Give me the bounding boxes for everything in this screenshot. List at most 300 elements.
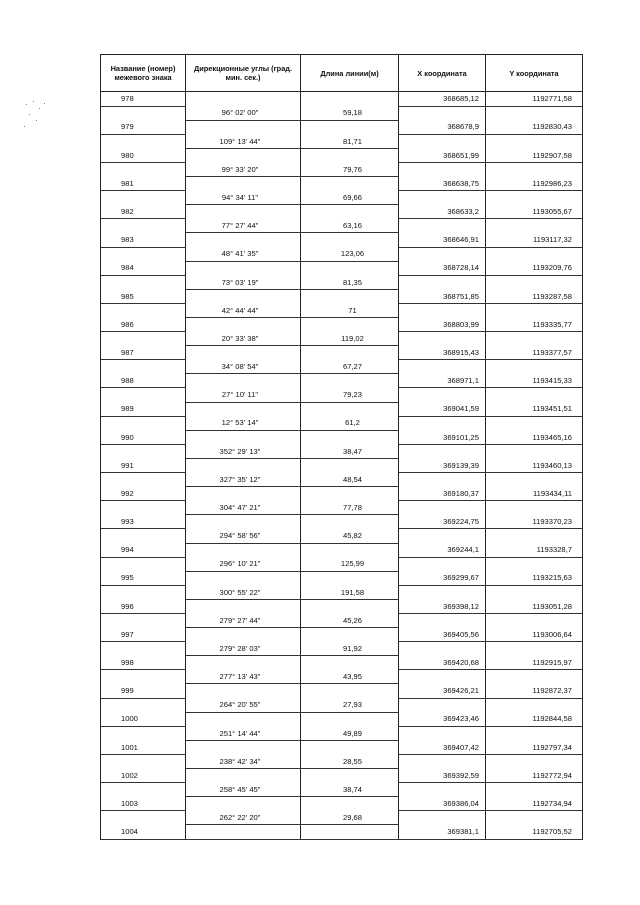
y-cell-empty — [486, 670, 583, 684]
angle-cell-empty — [186, 740, 301, 754]
x-cell-empty — [399, 191, 486, 205]
y-cell-empty — [486, 303, 583, 317]
direction-angle: 96° 02' 00" — [186, 106, 301, 120]
direction-angle: 294° 58' 56" — [186, 529, 301, 543]
x-coordinate: 368751,85 — [399, 289, 486, 303]
x-cell-empty — [399, 416, 486, 430]
table-row — [101, 670, 583, 684]
angle-cell-empty — [186, 346, 301, 360]
x-coordinate: 368685,12 — [399, 92, 486, 107]
direction-angle: 300° 55' 22" — [186, 585, 301, 599]
table-row — [101, 275, 583, 289]
table-row — [101, 698, 583, 712]
x-cell-empty — [399, 726, 486, 740]
length-cell-empty — [301, 120, 399, 134]
x-cell-empty — [399, 501, 486, 515]
x-coordinate: 369139,39 — [399, 458, 486, 472]
name-cell-empty — [101, 191, 186, 205]
x-cell-empty — [399, 670, 486, 684]
line-length: 59,18 — [301, 106, 399, 120]
name-cell-empty — [101, 698, 186, 712]
angle-cell-empty — [186, 712, 301, 726]
y-cell-empty — [486, 529, 583, 543]
y-cell-empty — [486, 247, 583, 261]
y-coordinate: 1192986,23 — [486, 177, 583, 191]
x-coordinate: 369041,59 — [399, 402, 486, 416]
y-coordinate: 1193051,28 — [486, 599, 583, 613]
angle-cell-empty — [186, 289, 301, 303]
y-coordinate: 1192771,58 — [486, 92, 583, 107]
line-length: 28,55 — [301, 754, 399, 768]
x-coordinate: 369244,1 — [399, 543, 486, 557]
x-cell-empty — [399, 275, 486, 289]
y-coordinate: 1193287,58 — [486, 289, 583, 303]
table-row — [101, 726, 583, 740]
name-cell-empty — [101, 783, 186, 797]
table-row — [101, 487, 583, 501]
table-row — [101, 162, 583, 176]
line-length: 38,74 — [301, 783, 399, 797]
table-row — [101, 754, 583, 768]
x-coordinate: 368728,14 — [399, 261, 486, 275]
table-row — [101, 134, 583, 148]
x-cell-empty — [399, 388, 486, 402]
x-coordinate: 368638,75 — [399, 177, 486, 191]
y-cell-empty — [486, 134, 583, 148]
line-length: 123,06 — [301, 247, 399, 261]
y-coordinate: 1193460,13 — [486, 458, 583, 472]
table-row — [101, 769, 583, 783]
y-cell-empty — [486, 444, 583, 458]
angle-cell-empty — [186, 487, 301, 501]
table-row — [101, 811, 583, 825]
x-cell-empty — [399, 557, 486, 571]
angle-cell-empty — [186, 261, 301, 275]
direction-angle: 34° 08' 54" — [186, 360, 301, 374]
table-row — [101, 430, 583, 444]
y-coordinate: 1192872,37 — [486, 684, 583, 698]
name-cell-empty — [101, 134, 186, 148]
x-cell-empty — [399, 811, 486, 825]
y-coordinate: 1192844,58 — [486, 712, 583, 726]
x-coordinate: 369299,67 — [399, 571, 486, 585]
x-coordinate: 369423,46 — [399, 712, 486, 726]
direction-angle: 279° 27' 44" — [186, 613, 301, 627]
x-coordinate: 369398,12 — [399, 599, 486, 613]
table-row — [101, 148, 583, 162]
x-cell-empty — [399, 247, 486, 261]
length-cell-empty — [301, 515, 399, 529]
line-length: 67,27 — [301, 360, 399, 374]
point-name: 996 — [101, 599, 186, 613]
length-cell-empty — [301, 261, 399, 275]
length-cell-empty — [301, 628, 399, 642]
name-cell-empty — [101, 332, 186, 346]
x-coordinate: 369381,1 — [399, 825, 486, 840]
x-coordinate: 369101,25 — [399, 430, 486, 444]
direction-angle: 327° 35' 12" — [186, 473, 301, 487]
y-coordinate: 1193328,7 — [486, 543, 583, 557]
table-row — [101, 571, 583, 585]
table-row — [101, 529, 583, 543]
name-cell-empty — [101, 726, 186, 740]
point-name: 984 — [101, 261, 186, 275]
direction-angle: 94° 34' 11" — [186, 191, 301, 205]
point-name: 994 — [101, 543, 186, 557]
table-row — [101, 92, 583, 107]
y-coordinate: 1192907,58 — [486, 148, 583, 162]
length-cell-empty — [301, 233, 399, 247]
point-name: 978 — [101, 92, 186, 107]
angle-cell-empty — [186, 148, 301, 162]
y-coordinate: 1193451,51 — [486, 402, 583, 416]
y-cell-empty — [486, 642, 583, 656]
name-cell-empty — [101, 613, 186, 627]
point-name: 979 — [101, 120, 186, 134]
direction-angle: 251° 14' 44" — [186, 726, 301, 740]
point-name: 1003 — [101, 797, 186, 811]
angle-cell-empty — [186, 656, 301, 670]
point-name: 980 — [101, 148, 186, 162]
table-row — [101, 473, 583, 487]
table-row — [101, 303, 583, 317]
table-header-row — [101, 55, 583, 92]
angle-cell-empty — [186, 684, 301, 698]
y-coordinate: 1192797,34 — [486, 740, 583, 754]
line-length: 61,2 — [301, 416, 399, 430]
angle-cell-empty — [186, 458, 301, 472]
length-cell-empty — [301, 346, 399, 360]
y-cell-empty — [486, 473, 583, 487]
table-row — [101, 289, 583, 303]
length-cell-empty — [301, 740, 399, 754]
point-name: 989 — [101, 402, 186, 416]
table-row — [101, 318, 583, 332]
x-cell-empty — [399, 698, 486, 712]
y-coordinate: 1192915,97 — [486, 656, 583, 670]
x-coordinate: 369407,42 — [399, 740, 486, 754]
x-cell-empty — [399, 783, 486, 797]
table-row — [101, 501, 583, 515]
point-name: 995 — [101, 571, 186, 585]
y-coordinate: 1193465,16 — [486, 430, 583, 444]
line-length: 79,76 — [301, 162, 399, 176]
name-cell-empty — [101, 162, 186, 176]
x-cell-empty — [399, 529, 486, 543]
table-row — [101, 261, 583, 275]
y-cell-empty — [486, 106, 583, 120]
length-cell-empty — [301, 684, 399, 698]
y-cell-empty — [486, 501, 583, 515]
direction-angle: 304° 47' 21" — [186, 501, 301, 515]
line-length: 29,68 — [301, 811, 399, 825]
direction-angle: 48° 41' 35" — [186, 247, 301, 261]
table-row — [101, 825, 583, 840]
point-name: 987 — [101, 346, 186, 360]
name-cell-empty — [101, 360, 186, 374]
length-cell-empty — [301, 318, 399, 332]
angle-cell-empty — [186, 797, 301, 811]
table-row — [101, 797, 583, 811]
point-name: 981 — [101, 177, 186, 191]
y-cell-empty — [486, 754, 583, 768]
y-coordinate: 1192734,94 — [486, 797, 583, 811]
line-length: 81,71 — [301, 134, 399, 148]
length-cell-empty — [301, 571, 399, 585]
line-length: 71 — [301, 303, 399, 317]
length-cell-empty — [301, 177, 399, 191]
table-row — [101, 458, 583, 472]
direction-angle: 42° 44' 44" — [186, 303, 301, 317]
direction-angle: 258° 45' 45" — [186, 783, 301, 797]
x-coordinate: 369392,59 — [399, 769, 486, 783]
line-length: 45,26 — [301, 613, 399, 627]
table-row — [101, 360, 583, 374]
table-row — [101, 783, 583, 797]
y-cell-empty — [486, 613, 583, 627]
length-cell-empty — [301, 825, 399, 840]
table-row — [101, 740, 583, 754]
x-coordinate: 368803,99 — [399, 318, 486, 332]
name-cell-empty — [101, 529, 186, 543]
table-row — [101, 515, 583, 529]
name-cell-empty — [101, 585, 186, 599]
y-coordinate: 1193415,33 — [486, 374, 583, 388]
header-x: X координата — [399, 55, 486, 92]
y-coordinate: 1193370,23 — [486, 515, 583, 529]
y-cell-empty — [486, 332, 583, 346]
x-coordinate: 369426,21 — [399, 684, 486, 698]
direction-angle: 277° 13' 43" — [186, 670, 301, 684]
line-length: 91,92 — [301, 642, 399, 656]
table-row — [101, 177, 583, 191]
x-cell-empty — [399, 219, 486, 233]
y-cell-empty — [486, 219, 583, 233]
point-name: 982 — [101, 205, 186, 219]
y-cell-empty — [486, 275, 583, 289]
table-row — [101, 599, 583, 613]
line-length: 45,82 — [301, 529, 399, 543]
direction-angle: 27° 10' 11" — [186, 388, 301, 402]
angle-cell-empty — [186, 430, 301, 444]
name-cell-empty — [101, 219, 186, 233]
line-length: 81,35 — [301, 275, 399, 289]
length-cell-empty — [301, 458, 399, 472]
y-cell-empty — [486, 191, 583, 205]
x-cell-empty — [399, 473, 486, 487]
name-cell-empty — [101, 642, 186, 656]
angle-cell-empty — [186, 515, 301, 529]
point-name: 988 — [101, 374, 186, 388]
angle-cell-empty — [186, 120, 301, 134]
table-row — [101, 628, 583, 642]
table-row — [101, 656, 583, 670]
direction-angle: 109° 13' 44" — [186, 134, 301, 148]
y-coordinate: 1193434,11 — [486, 487, 583, 501]
table-row — [101, 120, 583, 134]
direction-angle: 262° 22' 20" — [186, 811, 301, 825]
name-cell-empty — [101, 754, 186, 768]
y-cell-empty — [486, 388, 583, 402]
x-cell-empty — [399, 134, 486, 148]
direction-angle: 12° 53' 14" — [186, 416, 301, 430]
name-cell-empty — [101, 444, 186, 458]
length-cell-empty — [301, 599, 399, 613]
line-length: 119,02 — [301, 332, 399, 346]
header-length: Длина линии(м) — [301, 55, 399, 92]
angle-cell-empty — [186, 318, 301, 332]
y-cell-empty — [486, 360, 583, 374]
line-length: 48,54 — [301, 473, 399, 487]
length-cell-empty — [301, 289, 399, 303]
point-name: 1000 — [101, 712, 186, 726]
point-name: 991 — [101, 458, 186, 472]
table-row — [101, 642, 583, 656]
table-row — [101, 247, 583, 261]
angle-cell-empty — [186, 177, 301, 191]
direction-angle: 238° 42' 34" — [186, 754, 301, 768]
table-row — [101, 613, 583, 627]
x-coordinate: 368971,1 — [399, 374, 486, 388]
table-row — [101, 219, 583, 233]
x-coordinate: 368678,9 — [399, 120, 486, 134]
line-length: 38,47 — [301, 444, 399, 458]
table-row — [101, 332, 583, 346]
angle-cell-empty — [186, 402, 301, 416]
x-coordinate: 368633,2 — [399, 205, 486, 219]
x-cell-empty — [399, 332, 486, 346]
line-length: 79,23 — [301, 388, 399, 402]
x-cell-empty — [399, 303, 486, 317]
y-coordinate: 1192705,52 — [486, 825, 583, 840]
x-cell-empty — [399, 585, 486, 599]
point-name: 1004 — [101, 825, 186, 840]
x-cell-empty — [399, 106, 486, 120]
table-row — [101, 374, 583, 388]
point-name: 1001 — [101, 740, 186, 754]
x-coordinate: 369224,75 — [399, 515, 486, 529]
x-cell-empty — [399, 754, 486, 768]
line-length: 27,93 — [301, 698, 399, 712]
name-cell-empty — [101, 811, 186, 825]
line-length: 49,89 — [301, 726, 399, 740]
x-coordinate: 368915,43 — [399, 346, 486, 360]
table-row — [101, 444, 583, 458]
direction-angle: 279° 28' 03" — [186, 642, 301, 656]
point-name: 999 — [101, 684, 186, 698]
point-name: 992 — [101, 487, 186, 501]
name-cell-empty — [101, 106, 186, 120]
x-coordinate: 368651,99 — [399, 148, 486, 162]
y-cell-empty — [486, 557, 583, 571]
line-length: 77,78 — [301, 501, 399, 515]
length-cell-empty — [301, 148, 399, 162]
angle-cell-empty — [186, 825, 301, 840]
table-row — [101, 346, 583, 360]
y-coordinate: 1193215,63 — [486, 571, 583, 585]
x-coordinate: 369386,04 — [399, 797, 486, 811]
table-row — [101, 205, 583, 219]
length-cell-empty — [301, 797, 399, 811]
length-cell-empty — [301, 430, 399, 444]
header-name: Название (номер) межевого знака — [101, 55, 186, 92]
table-row — [101, 191, 583, 205]
direction-angle: 264° 20' 55" — [186, 698, 301, 712]
direction-angle: 77° 27' 44" — [186, 219, 301, 233]
y-coordinate: 1193055,67 — [486, 205, 583, 219]
angle-cell-empty — [186, 769, 301, 783]
point-name: 998 — [101, 656, 186, 670]
name-cell-empty — [101, 473, 186, 487]
line-length: 43,95 — [301, 670, 399, 684]
length-cell-empty — [301, 205, 399, 219]
table-row — [101, 106, 583, 120]
length-cell-empty — [301, 712, 399, 726]
y-coordinate: 1193117,32 — [486, 233, 583, 247]
name-cell-empty — [101, 670, 186, 684]
length-cell-empty — [301, 402, 399, 416]
point-name: 993 — [101, 515, 186, 529]
line-length: 125,99 — [301, 557, 399, 571]
y-coordinate: 1193209,76 — [486, 261, 583, 275]
length-cell-empty — [301, 374, 399, 388]
direction-angle: 20° 33' 38" — [186, 332, 301, 346]
y-cell-empty — [486, 783, 583, 797]
name-cell-empty — [101, 247, 186, 261]
table-body — [101, 92, 583, 840]
x-cell-empty — [399, 444, 486, 458]
angle-cell-empty — [186, 599, 301, 613]
angle-cell-empty — [186, 374, 301, 388]
name-cell-empty — [101, 388, 186, 402]
table-row — [101, 712, 583, 726]
table-row — [101, 684, 583, 698]
table-row — [101, 416, 583, 430]
y-coordinate: 1193377,57 — [486, 346, 583, 360]
boundary-coordinates-table — [100, 54, 583, 840]
table-row — [101, 388, 583, 402]
length-cell-empty — [301, 543, 399, 557]
angle-cell-empty — [186, 571, 301, 585]
y-coordinate: 1193335,77 — [486, 318, 583, 332]
line-length: 69,66 — [301, 191, 399, 205]
table-row — [101, 543, 583, 557]
point-name: 990 — [101, 430, 186, 444]
name-cell-empty — [101, 275, 186, 289]
y-coordinate: 1192830,43 — [486, 120, 583, 134]
header-y: Y координата — [486, 55, 583, 92]
x-coordinate: 369405,56 — [399, 628, 486, 642]
name-cell-empty — [101, 303, 186, 317]
name-cell-empty — [101, 416, 186, 430]
y-coordinate: 1193006,64 — [486, 628, 583, 642]
angle-cell-empty — [186, 543, 301, 557]
point-name: 997 — [101, 628, 186, 642]
line-length: 191,58 — [301, 585, 399, 599]
angle-cell-empty — [186, 205, 301, 219]
x-coordinate: 368646,91 — [399, 233, 486, 247]
x-cell-empty — [399, 642, 486, 656]
scan-specks — [24, 100, 54, 140]
table-row — [101, 402, 583, 416]
length-cell-empty — [301, 769, 399, 783]
angle-cell-empty — [186, 233, 301, 247]
angle-cell-empty — [186, 92, 301, 107]
length-cell-empty — [301, 487, 399, 501]
name-cell-empty — [101, 557, 186, 571]
point-name: 983 — [101, 233, 186, 247]
x-coordinate: 369420,68 — [399, 656, 486, 670]
